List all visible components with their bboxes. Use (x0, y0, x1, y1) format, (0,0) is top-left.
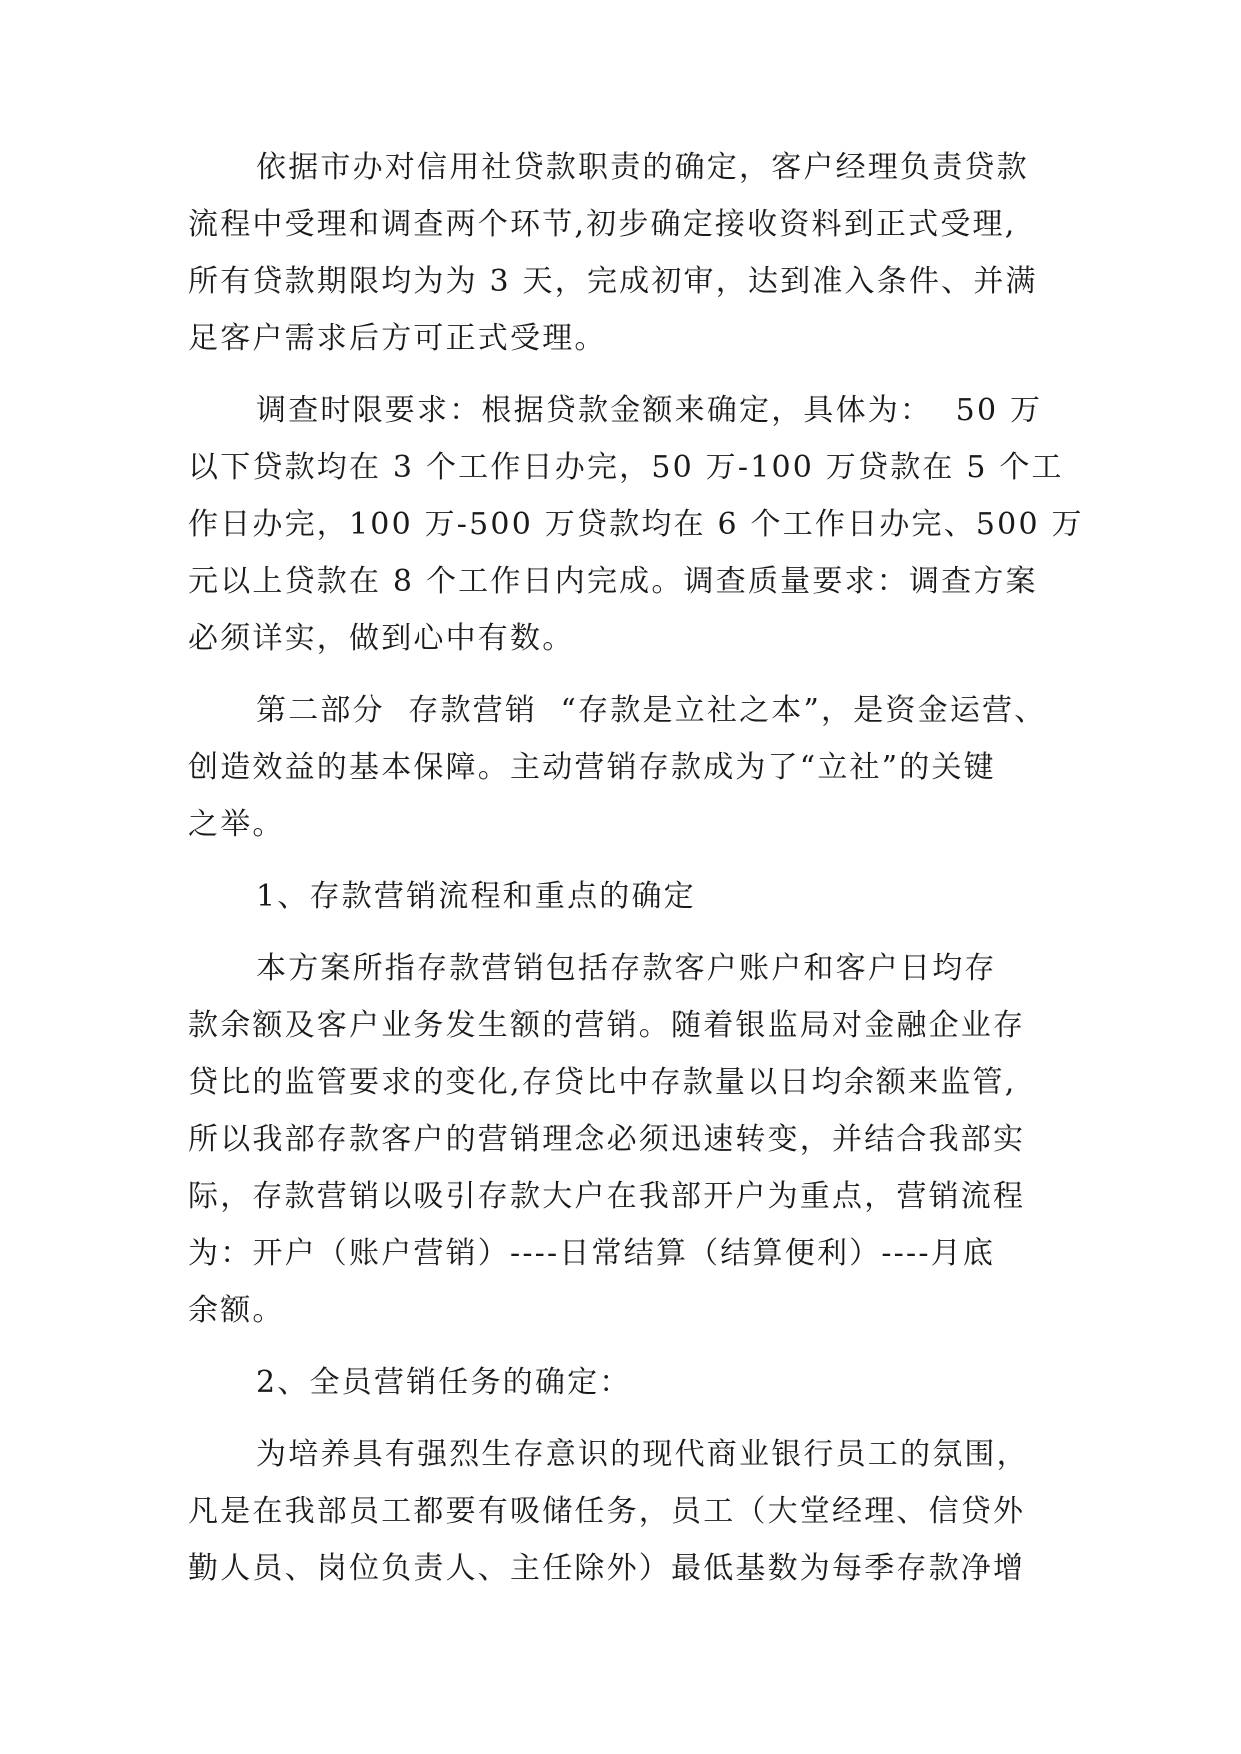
text-line: 款余额及客户业务发生额的营销。随着银监局对金融企业存 (188, 1008, 1026, 1043)
text-line: 元以上贷款在 8 个工作日内完成。调查质量要求：调查方案 (188, 564, 1038, 599)
text-line: 以下贷款均在 3 个工作日办完，50 万-100 万贷款在 5 个工 (188, 450, 1064, 485)
text-line: 创造效益的基本保障。主动营销存款成为了“立社”的关键 (188, 750, 996, 785)
text-line: 所有贷款期限均为为 3 天，完成初审，达到准入条件、并满 (188, 264, 1038, 299)
text-line: 所以我部存款客户的营销理念必须迅速转变，并结合我部实 (188, 1122, 1026, 1157)
text-line: 必须详实，做到心中有数。 (188, 621, 575, 656)
text-line: 调查时限要求：根据贷款金额来确定，具体为： 50 万 (256, 393, 1043, 428)
text-line: 为：开户（账户营销）----日常结算（结算便利）----月底 (188, 1236, 996, 1271)
text-line: 余额。 (188, 1293, 285, 1328)
text-line: 为培养具有强烈生存意识的现代商业银行员工的氛围， (256, 1437, 1029, 1472)
subheading-line: 2、全员营销任务的确定： (256, 1365, 632, 1400)
text-line: 足客户需求后方可正式受理。 (188, 321, 607, 356)
text-line: 贷比的监管要求的变化,存贷比中存款量以日均余额来监管, (188, 1065, 1017, 1100)
subheading-line: 1、存款营销流程和重点的确定 (256, 879, 696, 914)
text-line: 凡是在我部员工都要有吸储任务，员工（大堂经理、信贷外 (188, 1494, 1026, 1529)
text-line: 际，存款营销以吸引存款大户在我部开户为重点，营销流程 (188, 1179, 1026, 1214)
section-heading-line: 第二部分 存款营销 “存款是立社之本”，是资金运营、 (256, 693, 1047, 728)
text-line: 之举。 (188, 807, 285, 842)
text-line: 勤人员、岗位负责人、主任除外）最低基数为每季存款净增 (188, 1551, 1026, 1586)
text-line: 流程中受理和调查两个环节,初步确定接收资料到正式受理, (188, 207, 1017, 242)
text-line: 本方案所指存款营销包括存款客户账户和客户日均存 (256, 951, 997, 986)
text-line: 依据市办对信用社贷款职责的确定，客户经理负责贷款 (256, 150, 1029, 185)
text-line: 作日办完，100 万-500 万贷款均在 6 个工作日办完、500 万 (188, 507, 1084, 542)
